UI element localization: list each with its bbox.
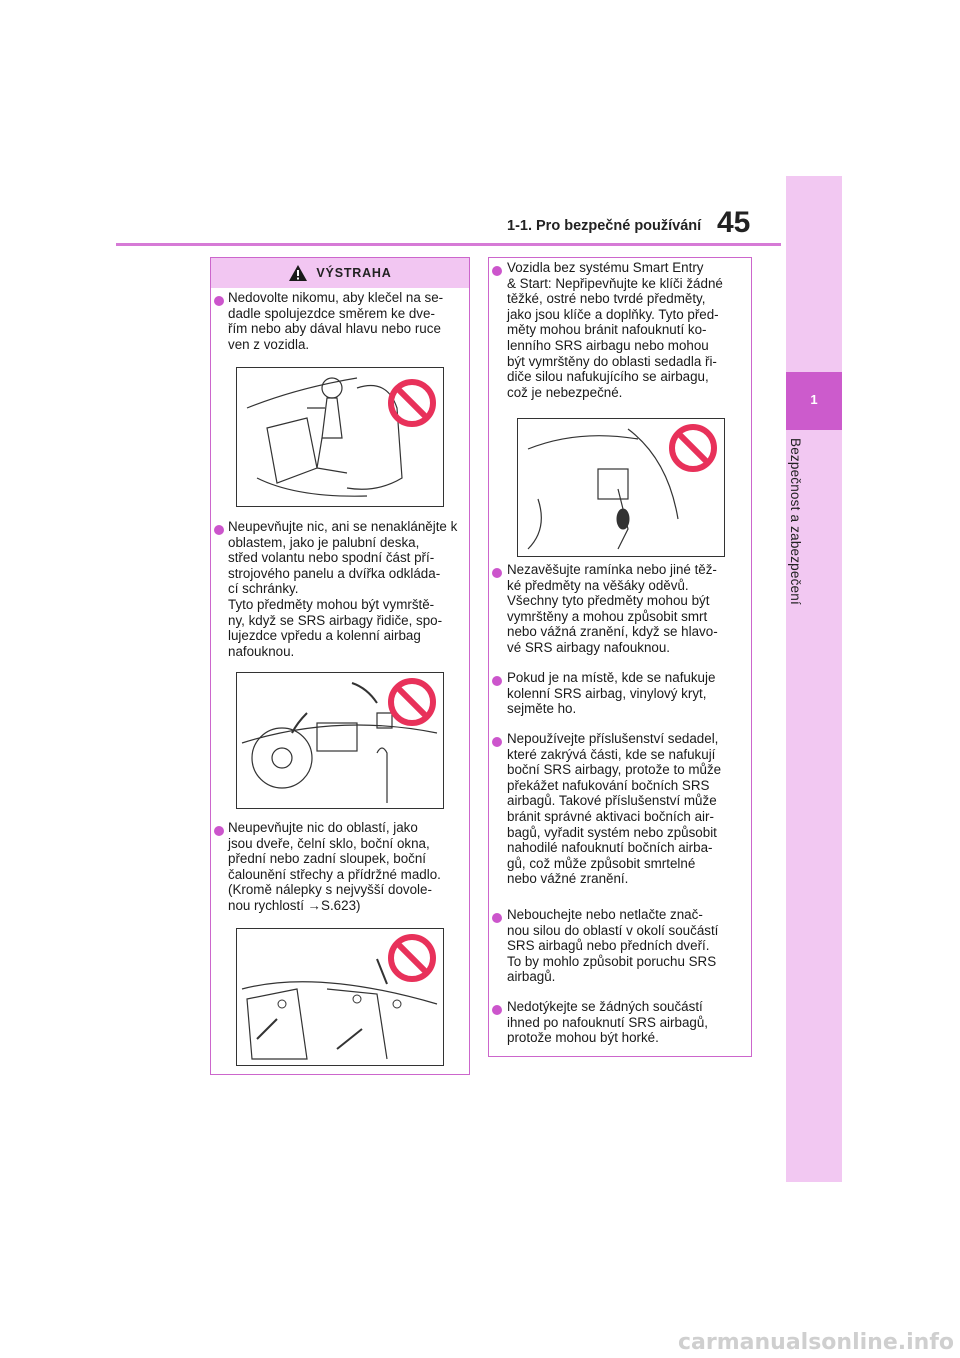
bullet-icon	[214, 296, 224, 306]
prohibition-sign-icon	[387, 933, 437, 983]
bullet-icon	[492, 266, 502, 276]
warning-item-5: Nezavěšujte ramínka nebo jiné těž- ké předměty na věšáky oděvů. Všechny tyto předměty mohou být vymrštěny a mohou způsobit smrt nebo vážná zranění, když se hlavo- vé SRS airbagy nafouknou.	[507, 562, 718, 655]
prohibition-sign-icon	[668, 423, 718, 473]
bullet-icon	[492, 737, 502, 747]
warning-title: VÝSTRAHA	[316, 266, 392, 280]
warning-item-2: Neupevňujte nic, ani se nenaklánějte k oblastem, jako je palubní deska, střed volantu nebo spodní část pří- strojového panelu a dvířka odkláda- cí schránky. Tyto předměty mohou být vymrště- ny, když se SRS airbagy řidiče, spo- lujezdce vpředu a kolenní airbag nafouknou.	[228, 519, 458, 659]
bullet-icon	[492, 568, 502, 578]
bullet-icon	[492, 913, 502, 923]
illustration-dashboard	[236, 672, 444, 809]
section-title: 1-1. Pro bezpečné používání	[507, 218, 702, 234]
chapter-label: Bezpečnost a zabezpečení	[788, 438, 803, 605]
bullet-icon	[214, 525, 224, 535]
warning-item-7: Nepoužívejte příslušenství sedadel, které zakrývá části, kde se nafukují boční SRS airbagy, protože to může překážet nafukování bočních SRS airbagů. Takové příslušenství může bránit správné aktivaci bočních air- bagů, vyřadit systém nebo způsobit nahodilé nafouknutí bočních airba- gů, což může způsobit smrtelné nebo vážné zranění.	[507, 731, 722, 887]
chapter-side-tab	[786, 176, 842, 1182]
prohibition-sign-icon	[387, 677, 437, 727]
chapter-number: 1	[810, 392, 818, 407]
warning-triangle-icon	[288, 264, 308, 282]
warning-item-6: Pokud je na místě, kde se nafukuje kolenní SRS airbag, vinylový kryt, sejměte ho.	[507, 670, 716, 717]
footer-watermark: carmanualsonline.info	[678, 1330, 954, 1355]
prohibition-sign-icon	[387, 378, 437, 428]
warning-item-8: Nebouchejte nebo netlačte znač- nou silou do oblastí v okolí součástí SRS airbagů nebo předních dveří. To by mohlo způsobit poruchu SRS airbagů.	[507, 907, 719, 985]
illustration-key-ignition	[517, 418, 725, 557]
header-rule	[116, 243, 781, 246]
illustration-interior-pillars	[236, 928, 444, 1066]
warning-item-1: Nedovolte nikomu, aby klečel na se- dadle spolujezdce směrem ke dve- řím nebo aby dával hlavu nebo ruce ven z vozidla.	[228, 290, 444, 352]
bullet-icon	[492, 676, 502, 686]
bullet-icon	[214, 826, 224, 836]
warning-item-3: Neupevňujte nic do oblastí, jako jsou dveře, čelní sklo, boční okna, přední nebo zadní sloupek, boční čalounění střechy a přídržné madlo. (Kromě nálepky s nejvyšší dovole- nou rychlostí →S.623)	[228, 820, 441, 913]
illustration-kneeling-child	[236, 367, 444, 507]
warning-item-9: Nedotýkejte se žádných součástí ihned po nafouknutí SRS airbagů, protože mohou být horké.	[507, 999, 709, 1046]
page-number: 45	[717, 206, 751, 239]
bullet-icon	[492, 1005, 502, 1015]
warning-header	[211, 258, 469, 288]
warning-item-4: Vozidla bez systému Smart Entry & Start: Nepřipevňujte ke klíči žádné těžké, ostré nebo tvrdé předměty, jako jsou klíče a doplňky. Tyto před- měty mohou bránit nafouknutí ko- lenního SRS airbagu nebo mohou být vymrštěny do oblasti sedadla ři- diče silou nafukujícího se airbagu, což je nebezpečné.	[507, 260, 723, 400]
